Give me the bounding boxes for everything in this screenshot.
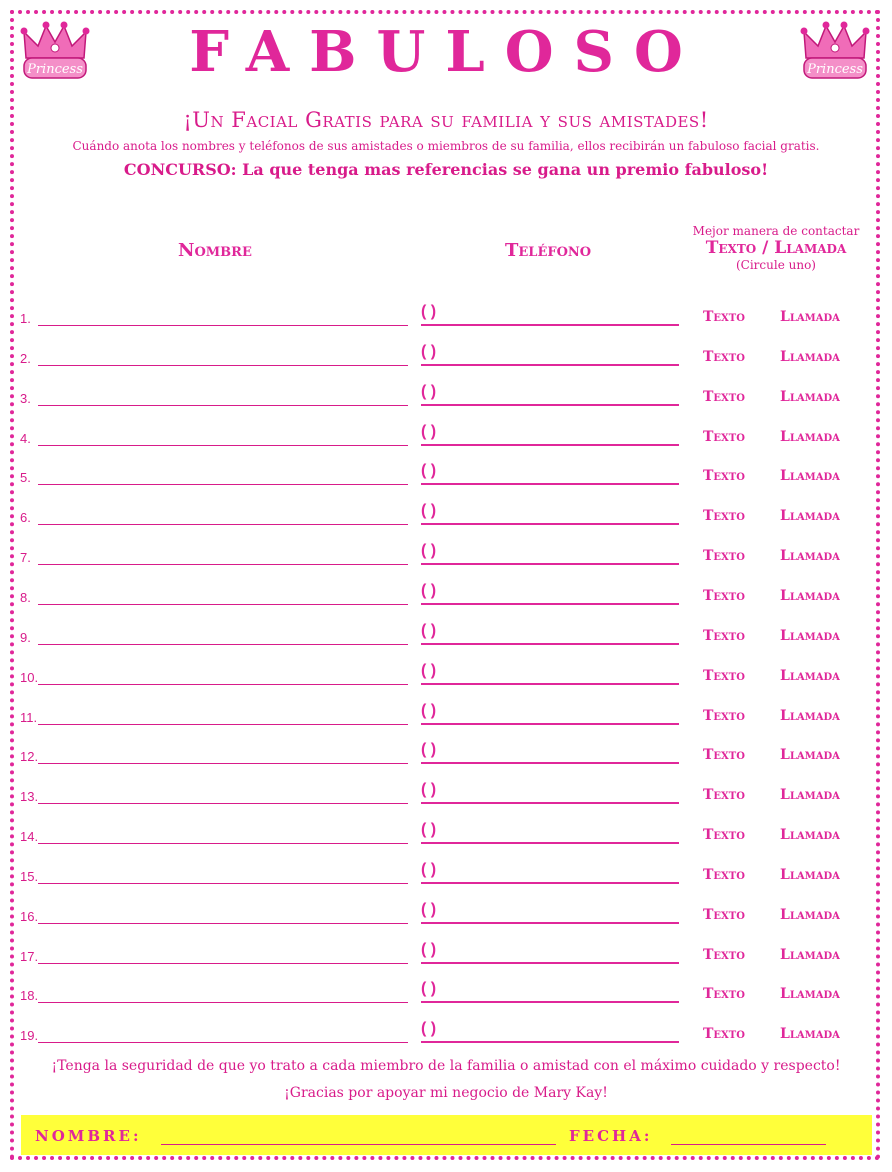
- row-number: 3.: [20, 390, 31, 406]
- list-item: [0, 489, 892, 529]
- name-input[interactable]: [38, 523, 408, 525]
- list-item: [0, 928, 892, 968]
- row-number: 7.: [20, 550, 31, 566]
- name-input[interactable]: [38, 1041, 408, 1043]
- contact-header-options: Texto / Llamada: [705, 238, 847, 258]
- signature-bar: [21, 1115, 872, 1155]
- row-number: 10.: [20, 669, 39, 685]
- option-call[interactable]: Llamada: [780, 827, 840, 844]
- phone-input[interactable]: [421, 900, 679, 924]
- list-item: [0, 290, 892, 330]
- option-call[interactable]: Llamada: [780, 309, 840, 325]
- name-input[interactable]: [38, 802, 408, 804]
- option-text[interactable]: Texto: [703, 309, 745, 325]
- option-text[interactable]: Texto: [703, 348, 745, 365]
- option-text[interactable]: Texto: [703, 508, 745, 525]
- name-input[interactable]: [38, 603, 408, 605]
- page-title: FABULOSO: [189, 19, 703, 85]
- phone-area-code: ( ): [421, 1020, 437, 1038]
- phone-area-code: ( ): [421, 860, 437, 878]
- phone-area-code: ( ): [421, 741, 437, 759]
- row-number: 17.: [20, 948, 39, 964]
- option-text[interactable]: Texto: [703, 906, 745, 923]
- row-number: 5.: [20, 470, 31, 486]
- row-number: 13.: [20, 789, 39, 805]
- row-number: 12.: [20, 749, 39, 765]
- date-field[interactable]: [671, 1144, 826, 1145]
- list-item: [0, 728, 892, 768]
- option-call[interactable]: Llamada: [780, 787, 840, 804]
- phone-area-code: ( ): [421, 581, 437, 599]
- phone-area-code: ( ): [421, 542, 437, 560]
- phone-area-code: ( ): [421, 980, 437, 998]
- subtitle: ¡Un Facial Gratis para su familia y sus amistades!: [183, 108, 709, 132]
- row-number: 1.: [20, 311, 31, 326]
- phone-input[interactable]: [421, 342, 679, 366]
- phone-area-code: ( ): [421, 940, 437, 958]
- option-call[interactable]: Llamada: [780, 627, 840, 644]
- name-label: NOMBRE:: [35, 1127, 142, 1145]
- phone-input[interactable]: [421, 621, 679, 645]
- row-number: 16.: [20, 908, 39, 924]
- phone-input[interactable]: [421, 502, 679, 525]
- row-number: 18.: [20, 988, 39, 1004]
- option-call[interactable]: Llamada: [780, 348, 840, 365]
- phone-area-code: ( ): [421, 821, 437, 839]
- svg-text:Princess: Princess: [27, 62, 83, 77]
- column-header-phone: Teléfono: [505, 240, 592, 261]
- name-input[interactable]: [38, 483, 408, 485]
- phone-area-code: ( ): [421, 900, 437, 918]
- phone-area-code: ( ): [421, 781, 437, 799]
- option-call[interactable]: Llamada: [780, 707, 840, 724]
- svg-text:Princess: Princess: [807, 62, 863, 77]
- phone-input[interactable]: [421, 821, 679, 844]
- footer-assurance: ¡Tenga la seguridad de que yo trato a cada miembro de la familia o amistad con el máximo cuidado y respecto!: [51, 1058, 841, 1074]
- name-input[interactable]: [38, 444, 408, 446]
- row-number: 4.: [20, 430, 31, 446]
- list-item: [0, 1007, 892, 1047]
- row-number: 8.: [20, 589, 31, 605]
- option-text[interactable]: Texto: [703, 587, 745, 604]
- phone-input[interactable]: [421, 940, 679, 964]
- phone-input[interactable]: [421, 661, 679, 685]
- name-input[interactable]: [38, 882, 408, 884]
- phone-area-code: ( ): [421, 621, 437, 639]
- option-text[interactable]: Texto: [703, 388, 745, 405]
- name-field[interactable]: [161, 1144, 556, 1145]
- name-input[interactable]: [38, 324, 408, 326]
- name-input[interactable]: [38, 683, 408, 685]
- row-number: 19.: [20, 1028, 39, 1044]
- option-call[interactable]: Llamada: [780, 508, 840, 525]
- phone-input[interactable]: [421, 781, 679, 804]
- contact-header-note: (Circule uno): [735, 258, 816, 272]
- phone-area-code: ( ): [421, 382, 437, 400]
- phone-input[interactable]: [421, 860, 679, 884]
- phone-area-code: ( ): [421, 661, 437, 679]
- option-text[interactable]: Texto: [703, 667, 745, 684]
- option-call[interactable]: Llamada: [780, 468, 840, 485]
- phone-input[interactable]: [421, 581, 679, 605]
- name-input[interactable]: [38, 962, 408, 964]
- option-text[interactable]: Texto: [703, 468, 745, 485]
- list-item: [0, 888, 892, 928]
- option-text[interactable]: Texto: [703, 747, 745, 764]
- row-number: 9.: [20, 629, 31, 645]
- option-text[interactable]: Texto: [703, 627, 745, 644]
- phone-input[interactable]: [421, 980, 679, 1003]
- option-call[interactable]: Llamada: [780, 747, 840, 764]
- list-item: [0, 529, 892, 569]
- list-item: [0, 808, 892, 848]
- option-text[interactable]: Texto: [703, 986, 745, 1003]
- option-call[interactable]: Llamada: [780, 1026, 840, 1043]
- date-label: FECHA:: [569, 1127, 653, 1145]
- contact-header-pre: Mejor manera de contactar: [692, 224, 860, 238]
- option-call[interactable]: Llamada: [780, 548, 840, 565]
- phone-input[interactable]: [421, 382, 679, 406]
- option-call[interactable]: Llamada: [780, 587, 840, 604]
- list-item: [0, 569, 892, 609]
- row-number: 14.: [20, 829, 39, 845]
- phone-input[interactable]: [421, 701, 679, 725]
- row-number: 6.: [20, 510, 31, 526]
- list-item: [0, 689, 892, 729]
- phone-input[interactable]: [421, 542, 679, 565]
- list-item: [0, 768, 892, 808]
- name-input[interactable]: [38, 1001, 408, 1003]
- phone-input[interactable]: [421, 422, 679, 446]
- list-item: [0, 649, 892, 689]
- option-call[interactable]: Llamada: [780, 946, 840, 963]
- phone-input[interactable]: [421, 462, 679, 485]
- phone-input[interactable]: [421, 741, 679, 764]
- option-text[interactable]: Texto: [703, 866, 745, 883]
- option-call[interactable]: Llamada: [780, 667, 840, 684]
- option-call[interactable]: Llamada: [780, 428, 840, 445]
- option-text[interactable]: Texto: [703, 827, 745, 844]
- option-call[interactable]: Llamada: [780, 906, 840, 923]
- option-call[interactable]: Llamada: [780, 986, 840, 1003]
- name-input[interactable]: [38, 922, 408, 924]
- phone-input[interactable]: [421, 303, 679, 326]
- name-input[interactable]: [38, 723, 408, 725]
- phone-area-code: ( ): [421, 502, 437, 520]
- option-text[interactable]: Texto: [703, 707, 745, 724]
- option-text[interactable]: Texto: [703, 1026, 745, 1043]
- list-item: [0, 370, 892, 410]
- list-item: [0, 848, 892, 888]
- list-item: [0, 449, 892, 489]
- phone-area-code: ( ): [421, 701, 437, 719]
- option-call[interactable]: Llamada: [780, 388, 840, 405]
- option-text[interactable]: Texto: [703, 946, 745, 963]
- name-input[interactable]: [38, 364, 408, 366]
- list-item: [0, 609, 892, 649]
- option-text[interactable]: Texto: [703, 548, 745, 565]
- name-input[interactable]: [38, 563, 408, 565]
- phone-area-code: ( ): [421, 422, 437, 440]
- row-number: 11.: [20, 709, 38, 725]
- contest-note: CONCURSO: La que tenga mas referencias se gana un premio fabuloso!: [123, 160, 769, 179]
- name-input[interactable]: [38, 643, 408, 645]
- phone-area-code: ( ): [421, 342, 437, 360]
- option-text[interactable]: Texto: [703, 428, 745, 445]
- list-item: [0, 410, 892, 450]
- option-call[interactable]: Llamada: [780, 866, 840, 883]
- column-header-contact: [690, 224, 862, 272]
- row-number: 2.: [20, 350, 31, 366]
- name-input[interactable]: [38, 762, 408, 764]
- list-item: [0, 330, 892, 370]
- phone-area-code: ( ): [421, 303, 437, 320]
- row-number: 15.: [20, 868, 39, 884]
- phone-input[interactable]: [421, 1020, 679, 1043]
- option-text[interactable]: Texto: [703, 787, 745, 804]
- footer-thanks: ¡Gracias por apoyar mi negocio de Mary Kay!: [284, 1085, 608, 1101]
- phone-area-code: ( ): [421, 462, 437, 480]
- list-item: [0, 967, 892, 1007]
- name-input[interactable]: [38, 842, 408, 844]
- instructions-note: Cuándo anota los nombres y teléfonos de sus amistades o miembros de su familia, ellos recibirán un fabuloso facial gratis.: [72, 139, 820, 153]
- name-input[interactable]: [38, 404, 408, 406]
- column-header-name: Nombre: [178, 240, 252, 261]
